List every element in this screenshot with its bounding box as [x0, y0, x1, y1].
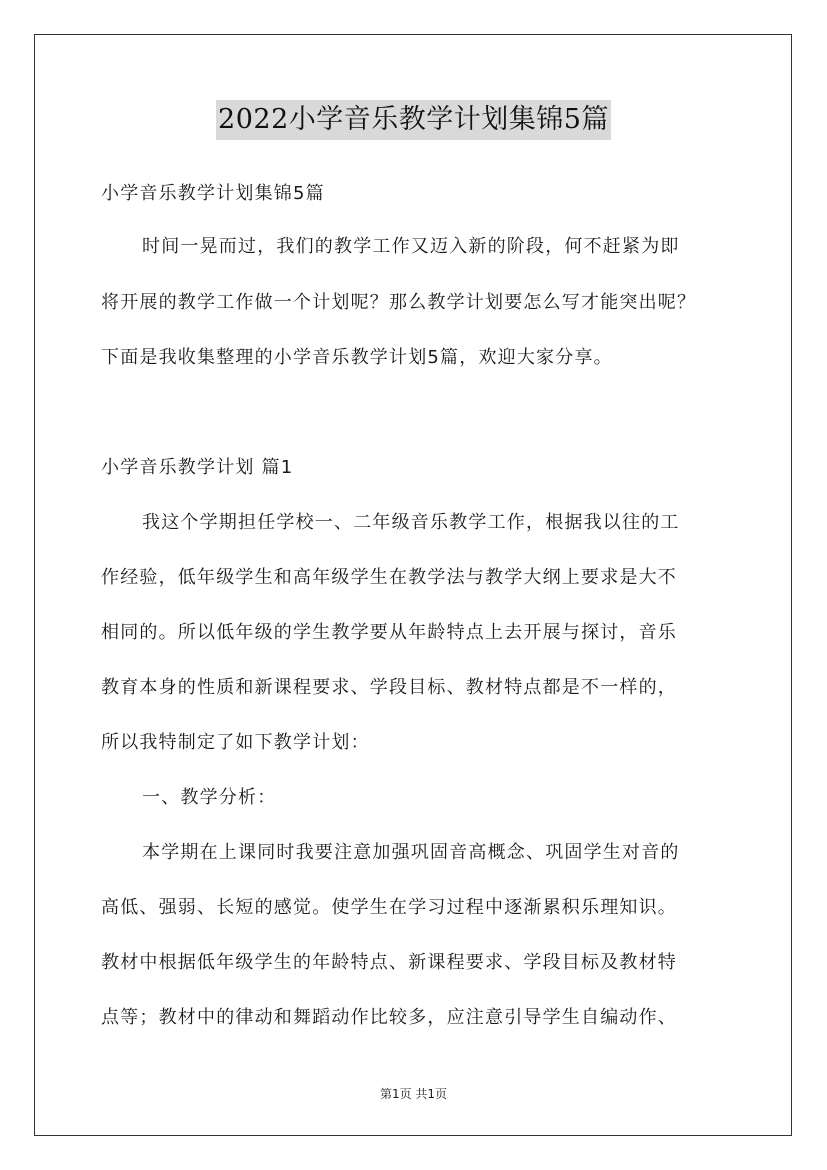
intro-line: 将开展的教学工作做一个计划呢？那么教学计划要怎么写才能突出呢？	[101, 292, 697, 313]
sub-heading: 一、教学分析：	[142, 787, 277, 808]
paragraph-line: 相同的。所以低年级的学生教学要从年龄特点上去开展与探讨，音乐	[101, 622, 677, 643]
paragraph-line: 教育本身的性质和新课程要求、学段目标、教材特点都是不一样的，	[101, 677, 677, 698]
paragraph-line: 所以我特制定了如下教学计划：	[101, 732, 370, 753]
page-number-footer: 第1页 共1页	[379, 1087, 448, 1101]
paragraph-line: 本学期在上课同时我要注意加强巩固音高概念、巩固学生对音的	[142, 842, 680, 863]
document-title: 2022小学音乐教学计划集锦5篇	[216, 100, 611, 140]
intro-line: 时间一晃而过，我们的教学工作又迈入新的阶段，何不赶紧为即	[142, 236, 680, 257]
intro-line: 下面是我收集整理的小学音乐教学计划5篇，欢迎大家分享。	[101, 347, 613, 368]
paragraph-line: 点等；教材中的律动和舞蹈动作比较多，应注意引导学生自编动作、	[101, 1007, 677, 1028]
paragraph-line: 我这个学期担任学校一、二年级音乐教学工作，根据我以往的工	[142, 512, 680, 533]
section-heading: 小学音乐教学计划 篇1	[101, 457, 294, 478]
paragraph-line: 作经验，低年级学生和高年级学生在教学法与教学大纲上要求是大不	[101, 567, 677, 588]
paragraph-line: 高低、强弱、长短的感觉。使学生在学习过程中逐渐累积乐理知识。	[101, 897, 677, 918]
document-subtitle: 小学音乐教学计划集锦5篇	[101, 183, 325, 204]
paragraph-line: 教材中根据低年级学生的年龄特点、新课程要求、学段目标及教材特	[101, 952, 677, 973]
title-container	[0, 100, 827, 140]
